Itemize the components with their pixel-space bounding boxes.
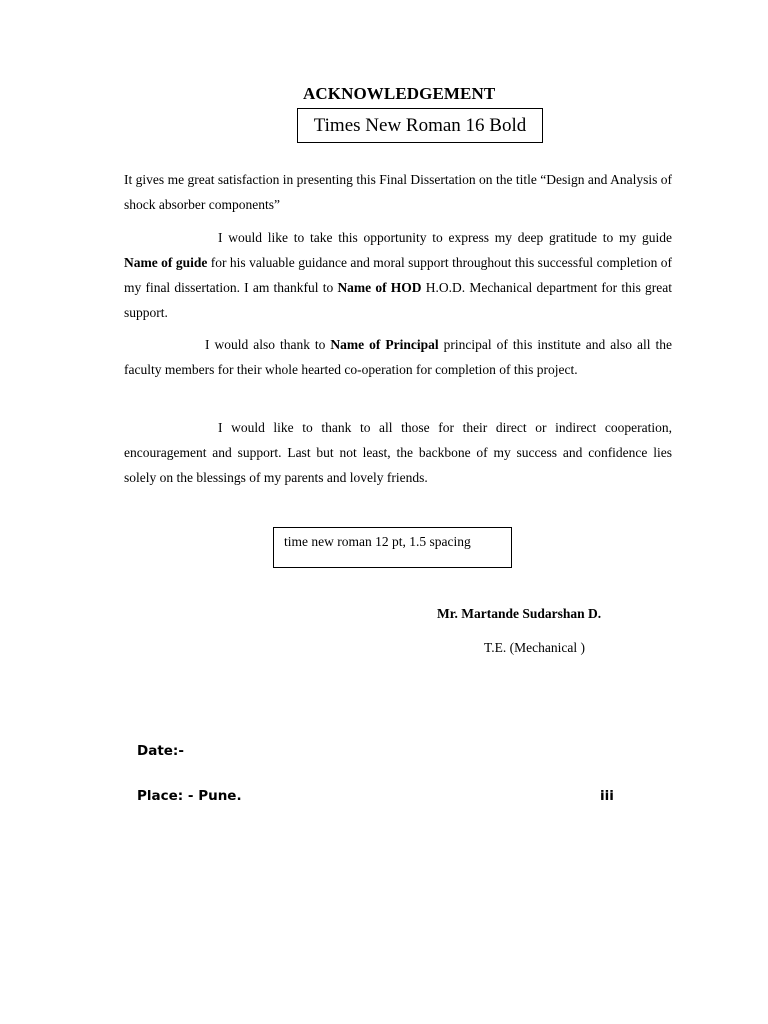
font-note-box-body: time new roman 12 pt, 1.5 spacing [273,527,512,568]
date-label: Date:- [137,743,184,759]
signature-name: Mr. Martande Sudarshan D. [437,606,602,621]
principal-name-placeholder: Name of Principal [330,337,439,352]
paragraph-intro: It gives me great satisfaction in presenting this Final Dissertation on the title “Design and Analysis of shock absorber components” [124,172,672,212]
paragraph-principal [124,332,672,382]
paragraph-guide-text-b: for his valuable guidance and moral support throughout this successful completion of my final dissertation. I am thankful to [124,255,672,295]
paragraph-principal-text-a: I would also thank to [205,337,331,352]
paragraph-guide [124,225,672,325]
paragraph-guide-text-a: I would like to take this opportunity to express my deep gratitude to my guide [218,230,672,245]
paragraph-guide-text-c: H.O.D. Mechanical department for this great support. [124,280,673,320]
place-label: Place: - Pune. [137,788,242,804]
hod-name-placeholder: Name of HOD [337,280,422,295]
guide-name-placeholder: Name of guide [124,255,208,270]
page-number: iii [600,788,614,804]
signature-class: T.E. (Mechanical ) [484,640,585,655]
paragraph-principal-text-b: principal of this institute and also all the faculty members for their whole hearted co-operation for completion of this project. [124,337,672,377]
paragraph-thanks: I would like to thank to all those for their direct or indirect cooperation, encouragement and support. Last but not least, the backbone of my success and confidence lies solely on the blessings of my parents and lovely friends. [124,420,672,485]
font-note-box-heading: Times New Roman 16 Bold [297,108,543,143]
page-heading: ACKNOWLEDGEMENT [303,84,496,103]
